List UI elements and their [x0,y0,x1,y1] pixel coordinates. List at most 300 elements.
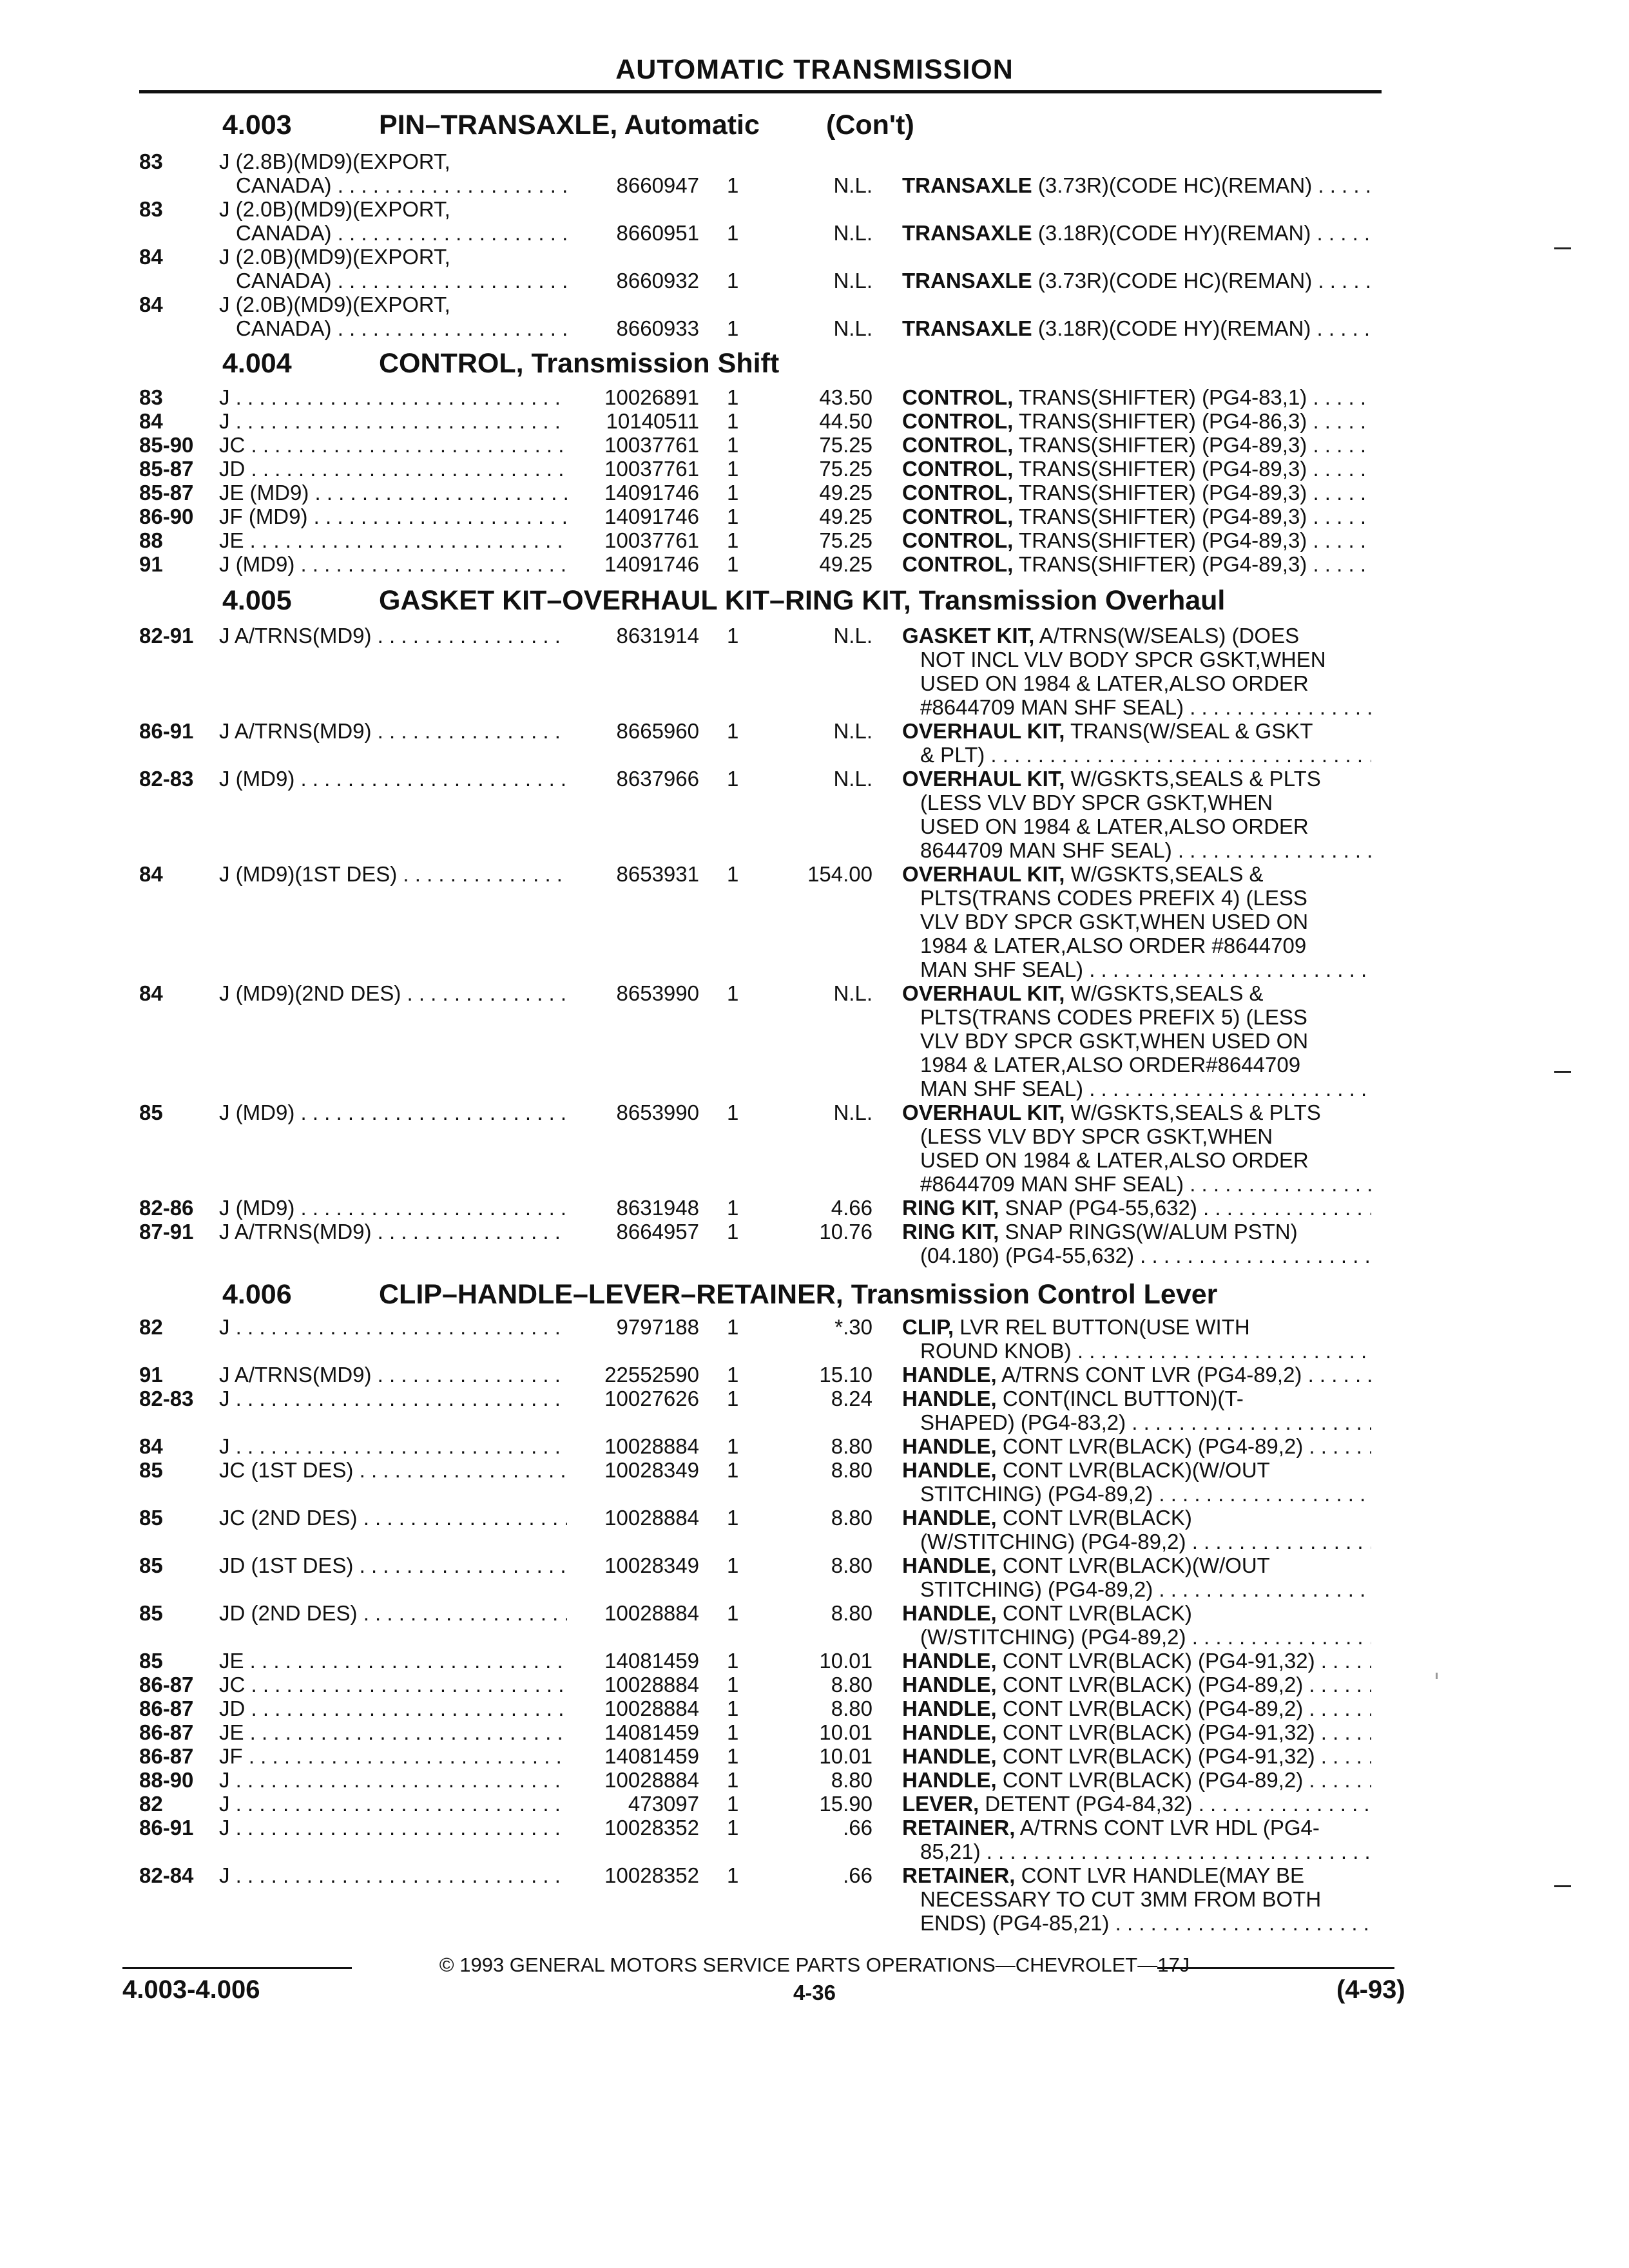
part-name: CONTROL, [902,528,1014,552]
part-number: 10028349 [604,1553,699,1577]
quantity: 1 [727,981,739,1005]
parts-entry [0,1649,1418,1673]
model-description [219,149,567,197]
price: 10.01 [819,1744,872,1768]
model-description [219,1744,567,1768]
price: N.L. [833,981,872,1005]
part-description [902,767,1371,862]
model-line: J . . . [219,409,567,433]
part-name: CLIP, [902,1315,954,1339]
model-line: J (MD9) . . . [219,1100,567,1124]
description-line [902,1434,1371,1458]
description-text: CONT(INCL BUTTON)(T- [1002,1387,1244,1410]
price: N.L. [833,1100,872,1124]
model-line: JF (MD9) . . . [219,505,567,528]
price: 10.01 [819,1649,872,1673]
price: N.L. [833,719,872,743]
description-text: (3.18R)(CODE HY)(REMAN) [1037,221,1311,245]
description-line [902,1649,1371,1673]
price: 43.50 [819,385,872,409]
model-description [219,719,567,743]
description-line [902,1029,1371,1053]
part-number: 14081459 [604,1649,699,1673]
description-line [902,173,1371,197]
parts-entry [0,1863,1418,1935]
model-years: 88-90 [139,1768,194,1792]
price: N.L. [833,173,872,197]
description-text: LVR REL BUTTON(USE WITH [959,1315,1250,1339]
part-description [902,1863,1371,1935]
section-number: 4.006 [222,1279,292,1310]
part-name: TRANSAXLE [902,221,1032,245]
model-years: 83 [139,385,163,409]
description-text: A/TRNS CONT LVR (PG4-89,2) [1001,1363,1302,1387]
model-description [219,409,567,433]
model-description [219,1649,567,1673]
part-number: 14081459 [604,1744,699,1768]
parts-entry [0,149,1418,197]
model-line: JD . . . [219,1696,567,1720]
description-text: W/GSKTS,SEALS & PLTS [1070,1100,1321,1124]
part-description [902,481,1371,505]
model-line: J A/TRNS(MD9) . . . [219,1220,567,1244]
part-description [902,1792,1371,1816]
description-text: ROUND KNOB) [920,1339,1072,1363]
footer-page-number: 4-36 [793,1981,836,2004]
description-line [902,862,1371,886]
part-number: 8665960 [616,719,699,743]
parts-entry [0,1792,1418,1816]
price: 4.66 [831,1196,872,1220]
model-years: 85 [139,1649,163,1673]
description-line [902,1577,1371,1601]
description-text: (W/STITCHING) (PG4-89,2) [920,1625,1186,1649]
quantity: 1 [727,1768,739,1792]
part-name: CONTROL, [902,505,1014,528]
model-years: 82-83 [139,1387,194,1410]
part-number: 10037761 [604,528,699,552]
description-text: A/TRNS(W/SEALS) (DOES [1039,624,1300,648]
parts-entry [0,1816,1418,1863]
model-description [219,385,567,409]
model-years: 85 [139,1458,163,1482]
model-description [219,1434,567,1458]
part-number: 10028884 [604,1768,699,1792]
description-line [902,1196,1371,1220]
description-line [902,1553,1371,1577]
part-number: 8631948 [616,1196,699,1220]
model-description [219,1387,567,1410]
part-number: 8637966 [616,767,699,791]
description-line [902,505,1371,528]
model-description [219,1792,567,1816]
price: 10.01 [819,1720,872,1744]
description-text: 8644709 MAN SHF SEAL) [920,838,1172,862]
part-number: 10028352 [604,1816,699,1840]
description-text: STITCHING) (PG4-89,2) [920,1482,1153,1506]
model-years: 84 [139,981,163,1005]
model-description [219,1601,567,1625]
quantity: 1 [727,552,739,576]
description-line [902,1244,1371,1267]
quantity: 1 [727,1458,739,1482]
price: 8.80 [831,1506,872,1530]
model-years: 84 [139,245,163,269]
description-text: MAN SHF SEAL) [920,957,1084,981]
description-text: CONT LVR(BLACK) (PG4-89,2) [1002,1768,1304,1792]
description-line [902,385,1371,409]
quantity: 1 [727,1220,739,1244]
part-description [902,552,1371,576]
part-name: OVERHAUL KIT, [902,1100,1065,1124]
price: N.L. [833,767,872,791]
part-name: HANDLE, [902,1768,997,1792]
model-years: 86-87 [139,1673,194,1696]
description-line [902,433,1371,457]
part-description [902,1315,1371,1363]
model-years: 88 [139,528,163,552]
parts-entry [0,1458,1418,1506]
model-description [219,1363,567,1387]
description-text: 1984 & LATER,ALSO ORDER #8644709 [920,934,1307,957]
model-description [219,1553,567,1577]
parts-entry [0,1315,1418,1363]
description-line [902,1530,1371,1553]
description-line [902,1315,1371,1339]
section-title: CLIP–HANDLE–LEVER–RETAINER, Transmission Control Lever [379,1279,1218,1310]
model-description [219,1696,567,1720]
part-description [902,1458,1371,1506]
quantity: 1 [727,1100,739,1124]
description-text: CONT LVR(BLACK) (PG4-91,32) [1002,1720,1315,1744]
model-description [219,1863,567,1887]
parts-entry [0,1387,1418,1434]
parts-entry [0,1673,1418,1696]
section-title: GASKET KIT–OVERHAUL KIT–RING KIT, Transmission Overhaul [379,585,1226,616]
quantity: 1 [727,433,739,457]
part-number: 8653931 [616,862,699,886]
description-line [902,1053,1371,1077]
model-line: JD (2ND DES) . . . [219,1601,567,1625]
model-description [219,505,567,528]
part-name: HANDLE, [902,1696,997,1720]
part-name: HANDLE, [902,1363,997,1387]
parts-entry [0,552,1418,576]
model-years: 86-91 [139,1816,194,1840]
description-text: 1984 & LATER,ALSO ORDER#8644709 [920,1053,1301,1077]
quantity: 1 [727,457,739,481]
model-years: 84 [139,1434,163,1458]
part-description [902,1220,1371,1267]
description-line [902,1172,1371,1196]
model-line: JC . . . [219,1673,567,1696]
part-name: RING KIT, [902,1196,999,1220]
quantity: 1 [727,1744,739,1768]
description-line [902,719,1371,743]
quantity: 1 [727,409,739,433]
description-line [902,457,1371,481]
part-description [902,505,1371,528]
model-line: J . . . [219,1387,567,1410]
model-description [219,245,567,293]
part-description [902,624,1371,719]
price: 8.80 [831,1601,872,1625]
price: N.L. [833,269,872,293]
parts-entry [0,457,1418,481]
description-line [902,981,1371,1005]
model-description [219,293,567,340]
description-line [902,767,1371,791]
description-line [902,316,1371,340]
parts-entry [0,197,1418,245]
model-years: 84 [139,862,163,886]
description-line [902,481,1371,505]
model-description [219,981,567,1005]
parts-entry [0,433,1418,457]
footer-copyright: © 1993 GENERAL MOTORS SERVICE PARTS OPERATIONS—CHEVROLET—17J [439,1954,1190,1976]
parts-entry [0,245,1418,293]
model-years: 85 [139,1100,163,1124]
description-text: CONT LVR(BLACK)(W/OUT [1002,1553,1270,1577]
description-text: CONT LVR(BLACK) (PG4-89,2) [1002,1673,1304,1696]
price: 8.80 [831,1458,872,1482]
description-line [902,528,1371,552]
description-text: SNAP RINGS(W/ALUM PSTN) [1005,1220,1298,1244]
part-description [902,1696,1371,1720]
model-line: JE . . . [219,528,567,552]
description-text: DETENT (PG4-84,32) [985,1792,1193,1816]
description-text: (3.73R)(CODE HC)(REMAN) [1037,269,1313,293]
description-text: TRANS(SHIFTER) (PG4-89,3) [1018,457,1307,481]
model-years: 85-87 [139,457,194,481]
description-line [902,1911,1371,1935]
page-title: AUTOMATIC TRANSMISSION [615,54,1014,85]
parts-entry [0,1744,1418,1768]
part-description [902,862,1371,981]
quantity: 1 [727,1863,739,1887]
part-description [902,981,1371,1100]
part-name: HANDLE, [902,1434,997,1458]
model-years: 82 [139,1792,163,1816]
model-description [219,767,567,791]
part-name: TRANSAXLE [902,316,1032,340]
model-line: CANADA) . . . [219,269,567,293]
part-name: HANDLE, [902,1673,997,1696]
description-line [902,1220,1371,1244]
description-text: TRANS(SHIFTER) (PG4-89,3) [1018,481,1307,505]
model-line: J (MD9)(2ND DES) . . . [219,981,567,1005]
quantity: 1 [727,1553,739,1577]
description-line [902,1124,1371,1148]
model-description [219,481,567,505]
part-number: 14081459 [604,1720,699,1744]
model-years: 85 [139,1506,163,1530]
description-text: VLV BDY SPCR GSKT,WHEN USED ON [920,910,1309,934]
model-description [219,1816,567,1840]
part-number: 8631914 [616,624,699,648]
model-years: 82-84 [139,1863,194,1887]
description-text: W/GSKTS,SEALS & PLTS [1070,767,1321,791]
price: 10.76 [819,1220,872,1244]
description-line [902,1625,1371,1649]
price: 8.80 [831,1553,872,1577]
part-name: TRANSAXLE [902,269,1032,293]
description-text: TRANS(SHIFTER) (PG4-89,3) [1018,433,1307,457]
part-number: 10028884 [604,1434,699,1458]
part-number: 14091746 [604,552,699,576]
description-text: CONT LVR HANDLE(MAY BE [1021,1863,1305,1887]
part-name: RETAINER, [902,1863,1016,1887]
description-text: SHAPED) (PG4-83,2) [920,1410,1126,1434]
description-line [902,1840,1371,1863]
description-text: #8644709 MAN SHF SEAL) [920,1172,1184,1196]
model-line: JD (1ST DES) . . . [219,1553,567,1577]
description-line [902,1363,1371,1387]
description-line [902,1601,1371,1625]
part-name: HANDLE, [902,1601,997,1625]
part-description [902,269,1371,293]
part-description [902,1649,1371,1673]
model-description [219,1315,567,1339]
parts-entry [0,624,1418,719]
part-description [902,1363,1371,1387]
part-name: HANDLE, [902,1720,997,1744]
quantity: 1 [727,767,739,791]
quantity: 1 [727,528,739,552]
part-description [902,316,1371,340]
price: 75.25 [819,528,872,552]
description-line [902,1482,1371,1506]
description-line [902,791,1371,814]
quantity: 1 [727,269,739,293]
part-description [902,719,1371,767]
part-name: CONTROL, [902,385,1014,409]
price: 8.80 [831,1768,872,1792]
description-text: USED ON 1984 & LATER,ALSO ORDER [920,671,1309,695]
part-number: 10028884 [604,1696,699,1720]
part-number: 8660951 [616,221,699,245]
part-description [902,385,1371,409]
part-name: CONTROL, [902,433,1014,457]
part-description [902,1387,1371,1434]
part-name: HANDLE, [902,1387,997,1410]
description-text: (3.18R)(CODE HY)(REMAN) [1037,316,1311,340]
model-line: JE . . . [219,1720,567,1744]
margin-mark [1554,1071,1571,1073]
description-text: #8644709 MAN SHF SEAL) [920,695,1184,719]
part-number: 9797188 [616,1315,699,1339]
quantity: 1 [727,316,739,340]
part-name: HANDLE, [902,1458,997,1482]
part-number: 10026891 [604,385,699,409]
model-description [219,1673,567,1696]
description-line [902,1768,1371,1792]
description-text: A/TRNS CONT LVR HDL (PG4- [1019,1816,1320,1840]
parts-entry [0,1553,1418,1601]
price: N.L. [833,316,872,340]
model-description [219,1100,567,1124]
price: 8.24 [831,1387,872,1410]
parts-entry [0,1363,1418,1387]
model-years: 82 [139,1315,163,1339]
description-text: 85,21) [920,1840,981,1863]
model-line: JE (MD9) . . . [219,481,567,505]
quantity: 1 [727,385,739,409]
description-line [902,671,1371,695]
model-line: J (MD9) . . . [219,1196,567,1220]
description-line [902,624,1371,648]
part-number: 10140511 [606,409,699,433]
description-text: (W/STITCHING) (PG4-89,2) [920,1530,1186,1553]
model-line: JC (2ND DES) . . . [219,1506,567,1530]
section-number: 4.003 [222,110,292,140]
description-line [902,957,1371,981]
part-name: OVERHAUL KIT, [902,767,1065,791]
description-line [902,552,1371,576]
part-description [902,1720,1371,1744]
part-number: 10028884 [604,1673,699,1696]
quantity: 1 [727,719,739,743]
description-line [902,1077,1371,1100]
part-name: OVERHAUL KIT, [902,719,1065,743]
description-line [902,409,1371,433]
model-description [219,1196,567,1220]
description-line [902,910,1371,934]
model-years: 83 [139,149,163,173]
description-line [902,695,1371,719]
model-line: J (MD9) . . . [219,552,567,576]
model-line: J . . . [219,1863,567,1887]
quantity: 1 [727,1196,739,1220]
quantity: 1 [727,173,739,197]
description-line [902,1148,1371,1172]
part-number: 8660933 [616,316,699,340]
quantity: 1 [727,1673,739,1696]
description-text: CONT LVR(BLACK) (PG4-91,32) [1002,1649,1315,1673]
part-description [902,409,1371,433]
model-years: 84 [139,293,163,316]
model-line: J . . . [219,1816,567,1840]
description-text: (3.73R)(CODE HC)(REMAN) [1037,173,1313,197]
quantity: 1 [727,1363,739,1387]
price: 15.10 [819,1363,872,1387]
model-line: J A/TRNS(MD9) . . . [219,1363,567,1387]
description-line [902,1696,1371,1720]
part-name: CONTROL, [902,457,1014,481]
section-title-suffix: (Con't) [826,110,914,140]
parts-entry [0,528,1418,552]
description-text: TRANS(SHIFTER) (PG4-86,3) [1018,409,1307,433]
description-line [902,1887,1371,1911]
margin-mark [1554,1885,1571,1887]
price: N.L. [833,624,872,648]
quantity: 1 [727,1434,739,1458]
section-title: PIN–TRANSAXLE, Automatic [379,110,760,140]
section-number: 4.005 [222,585,292,616]
part-description [902,1100,1371,1196]
part-number: 8664957 [616,1220,699,1244]
part-number: 10027626 [604,1387,699,1410]
description-text: (04.180) (PG4-55,632) [920,1244,1135,1267]
description-text: NOT INCL VLV BODY SPCR GSKT,WHEN [920,648,1326,671]
description-line [902,221,1371,245]
description-line [902,1005,1371,1029]
parts-entry [0,293,1418,340]
part-description [902,1673,1371,1696]
price: 154.00 [807,862,872,886]
quantity: 1 [727,1601,739,1625]
description-text: CONT LVR(BLACK) [1002,1506,1192,1530]
